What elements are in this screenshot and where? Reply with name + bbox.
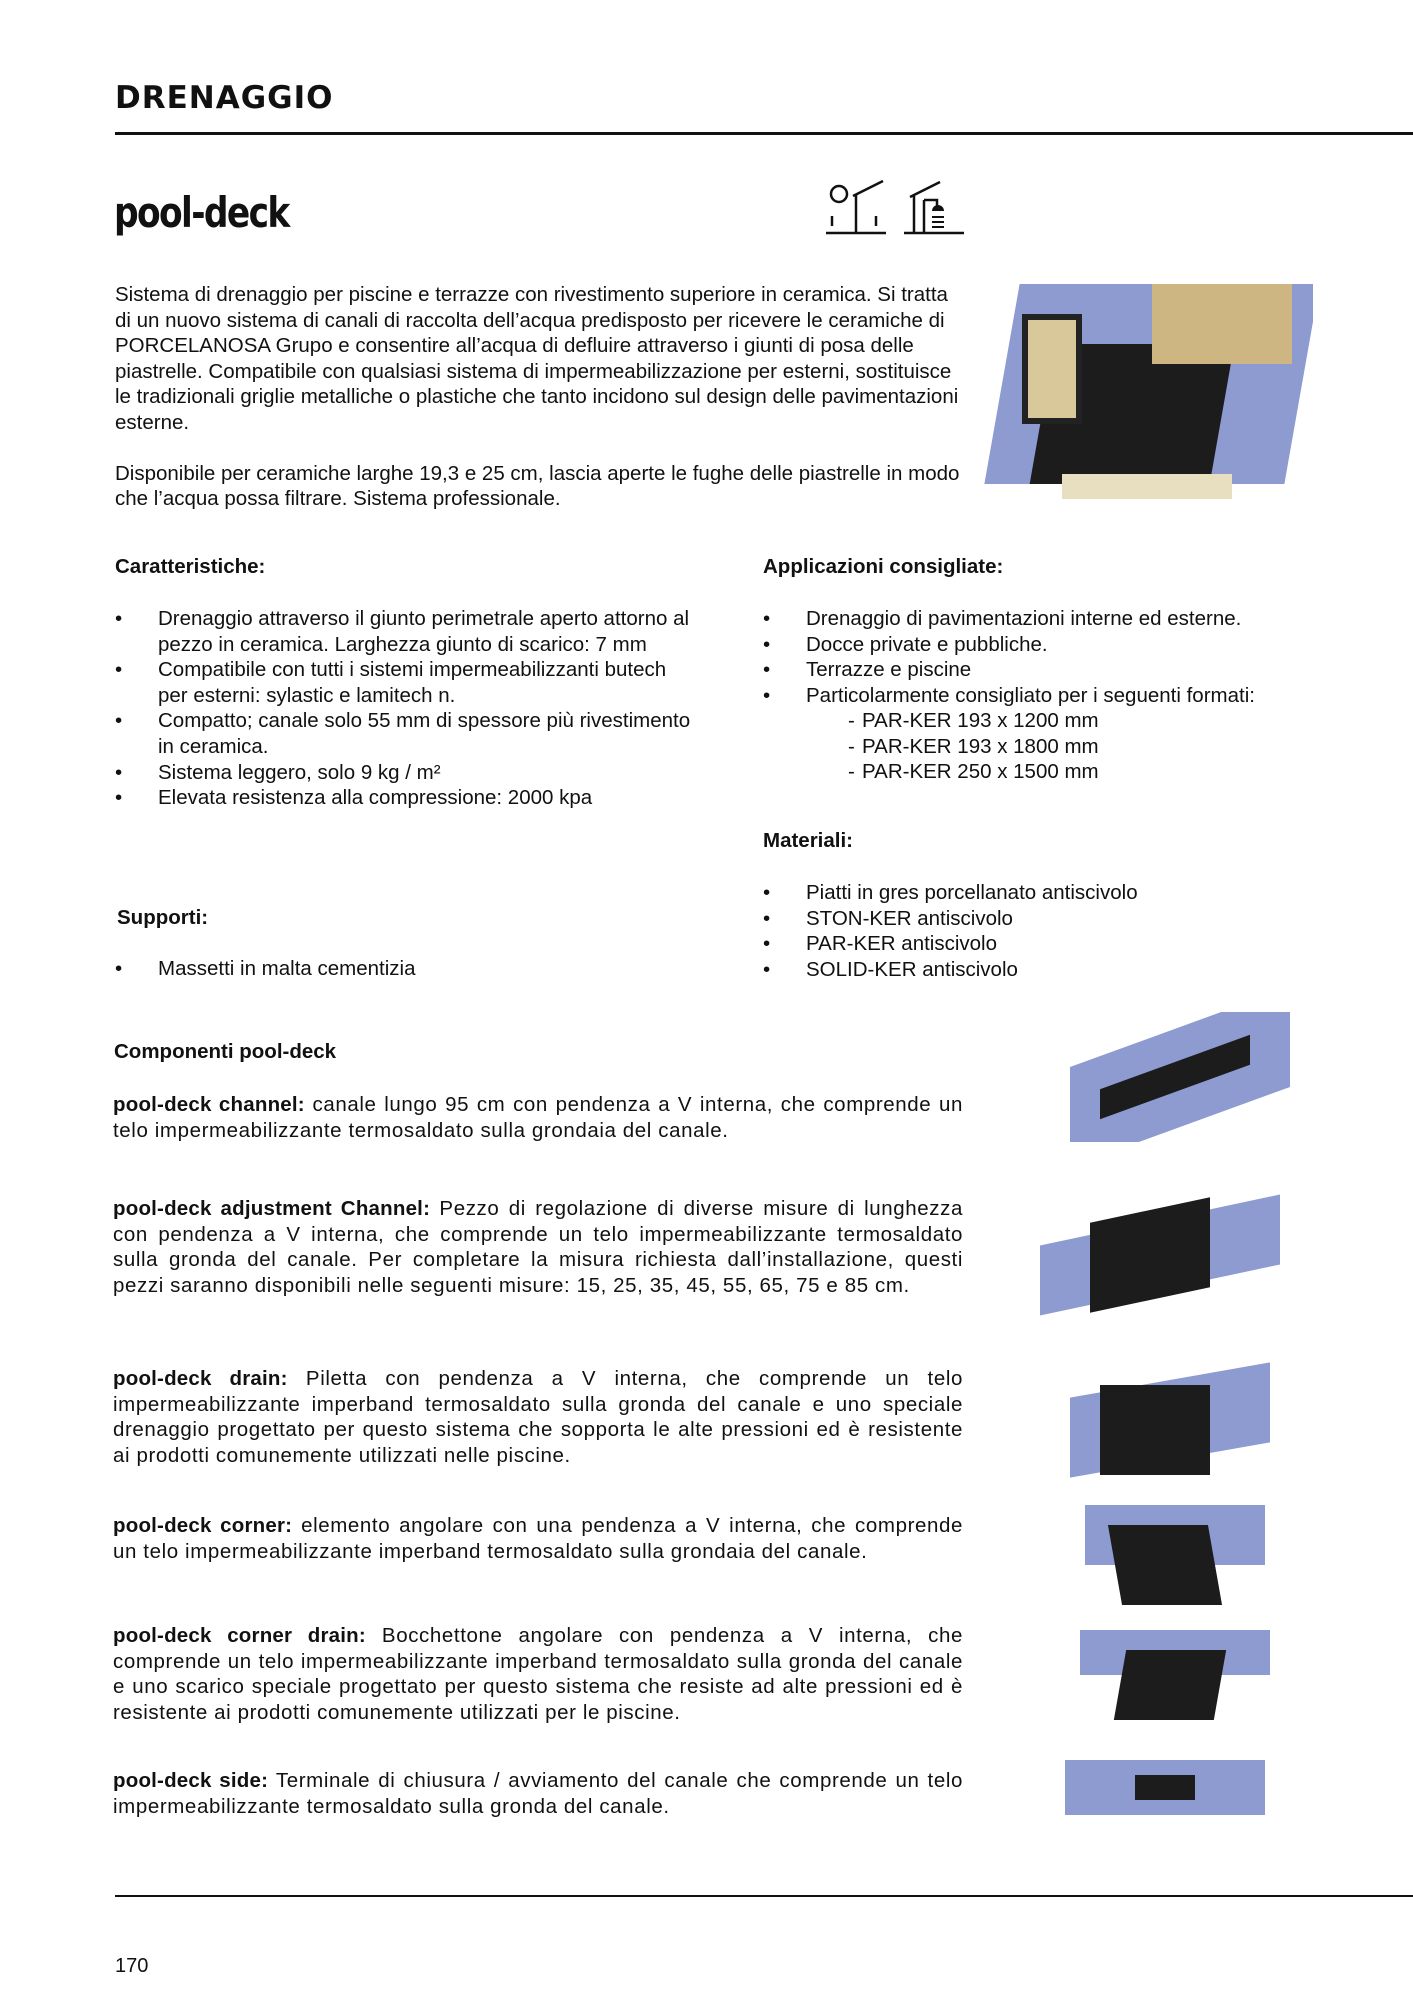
materiali-list <box>763 880 1403 982</box>
corner-photo <box>1075 1495 1275 1615</box>
page-title: pool-deck <box>114 188 289 237</box>
caratteristiche-list <box>115 606 695 811</box>
component-channel <box>113 1092 963 1143</box>
format-item: - PAR-KER 193 x 1200 mm <box>848 708 1099 734</box>
section-heading: DRENAGGIO <box>115 80 334 116</box>
component-drain <box>113 1366 963 1468</box>
supporti-list <box>115 956 695 982</box>
list-item: • Particolarmente consigliato per i seguenti formati: <box>763 683 1403 709</box>
component-desc: Pezzo di regolazione di diverse misure di lunghezza con pendenza a V interna, che comprende un telo impermeabilizzante termosaldato sulla gronda del canale. Per completare la misura richiesta dall’installazione, questi pezzi saranno disponibili nelle seguenti misure: 15, 25, 35, 45, 55, 65, 75 e 85 cm. <box>113 1197 963 1297</box>
component-desc: Terminale di chiusura / avviamento del canale che comprende un telo impermeabilizzante termosaldato sulla gronda del canale. <box>113 1769 963 1818</box>
list-item: • Drenaggio di pavimentazioni interne ed esterne. <box>763 606 1403 632</box>
formats-list <box>763 708 1099 785</box>
component-adjustment-channel <box>113 1196 963 1298</box>
component-desc: elemento angolare con una pendenza a V interna, che comprende un telo impermeabilizzante imperband termosaldato sulla grondaia del canale. <box>113 1514 964 1563</box>
format-item: - PAR-KER 250 x 1500 mm <box>848 759 1099 785</box>
intro-paragraph: Disponibile per ceramiche larghe 19,3 e 25 cm, lascia aperte le fughe delle piastrelle in modo che l’acqua possa filtrare. Sistema professionale. <box>115 461 960 511</box>
caratteristiche-heading: Caratteristiche: <box>115 555 266 578</box>
header-rule <box>115 132 1413 135</box>
list-item: • Piatti in gres porcellanato antiscivolo <box>763 880 1403 906</box>
adjustment-channel-photo <box>1030 1190 1290 1330</box>
applicazioni-list <box>763 606 1403 708</box>
applicazioni-heading: Applicazioni consigliate: <box>763 555 1004 578</box>
side-photo <box>1055 1745 1275 1830</box>
component-desc: canale lungo 95 cm con pendenza a V interna, che comprende un telo impermeabilizzante termosaldato sulla grondaia del canale. <box>113 1093 964 1142</box>
list-item: • Elevata resistenza alla compressione: 2000 kpa <box>115 785 695 811</box>
list-item: • Compatto; canale solo 55 mm di spessore più rivestimento in ceramica. <box>115 708 695 759</box>
footer-rule <box>115 1895 1413 1897</box>
list-item: • STON-KER antiscivolo <box>763 906 1403 932</box>
outdoor-sun-drain-icon <box>822 178 967 238</box>
page-number: 170 <box>115 1955 149 1977</box>
components-heading: Componenti pool-deck <box>114 1040 337 1063</box>
drain-photo <box>1060 1360 1280 1490</box>
component-name: pool-deck side: <box>113 1769 269 1792</box>
component-name: pool-deck corner: <box>113 1514 293 1537</box>
corner-drain-photo <box>1070 1625 1280 1725</box>
list-item: • Compatibile con tutti i sistemi impermeabilizzanti butech per esterni: sylastic e lamitech n. <box>115 657 695 708</box>
component-name: pool-deck adjustment Channel: <box>113 1197 431 1220</box>
materiali-heading: Materiali: <box>763 829 853 852</box>
component-desc: Bocchettone angolare con pendenza a V interna, che comprende un telo impermeabilizzante imperband termosaldato sulla gronda del canale e uno scarico speciale progettato per questo sistema che resiste ad alte pressioni ed è resistente ai prodotti comunemente utilizzati per le piscine. <box>113 1624 963 1724</box>
list-item: • Docce private e pubbliche. <box>763 632 1403 658</box>
list-item: • Drenaggio attraverso il giunto perimetrale aperto attorno al pezzo in ceramica. Larghezza giunto di scarico: 7 mm <box>115 606 695 657</box>
list-item: • PAR-KER antiscivolo <box>763 931 1403 957</box>
component-name: pool-deck corner drain: <box>113 1624 366 1647</box>
component-side <box>113 1768 963 1819</box>
component-corner-drain <box>113 1623 963 1725</box>
intro-paragraph: Sistema di drenaggio per piscine e terrazze con rivestimento superiore in ceramica. Si tratta di un nuovo sistema di canali di raccolta dell’acqua predisposto per ricevere le ceramiche di PORCELANOSA Grupo e consentire all’acqua di defluire attraverso i giunti di posa delle piastrelle. Compatibile con qualsiasi sistema di impermeabilizzazione per esterni, sostituisce le tradizionali griglie metalliche o plastiche che tanto incidono sul design delle pavimentazioni esterne. <box>115 283 959 434</box>
channel-photo <box>1060 1012 1290 1142</box>
intro-text <box>115 282 965 537</box>
supporti-heading: Supporti: <box>117 906 209 929</box>
format-item: - PAR-KER 193 x 1800 mm <box>848 734 1099 760</box>
component-corner <box>113 1513 963 1564</box>
list-item: • Sistema leggero, solo 9 kg / m² <box>115 760 695 786</box>
component-name: pool-deck channel: <box>113 1093 305 1116</box>
product-photo <box>982 274 1313 504</box>
list-item: • SOLID-KER antiscivolo <box>763 957 1403 983</box>
list-item: • Massetti in malta cementizia <box>115 956 695 982</box>
component-desc: Piletta con pendenza a V interna, che comprende un telo impermeabilizzante imperband termosaldato sulla gronda del canale e uno speciale drenaggio progettato per questo sistema che sopporta le alte pressioni ed è resistente ai prodotti comunemente utilizzati nelle piscine. <box>113 1367 964 1467</box>
list-item: • Terrazze e piscine <box>763 657 1403 683</box>
component-name: pool-deck drain: <box>113 1367 288 1390</box>
